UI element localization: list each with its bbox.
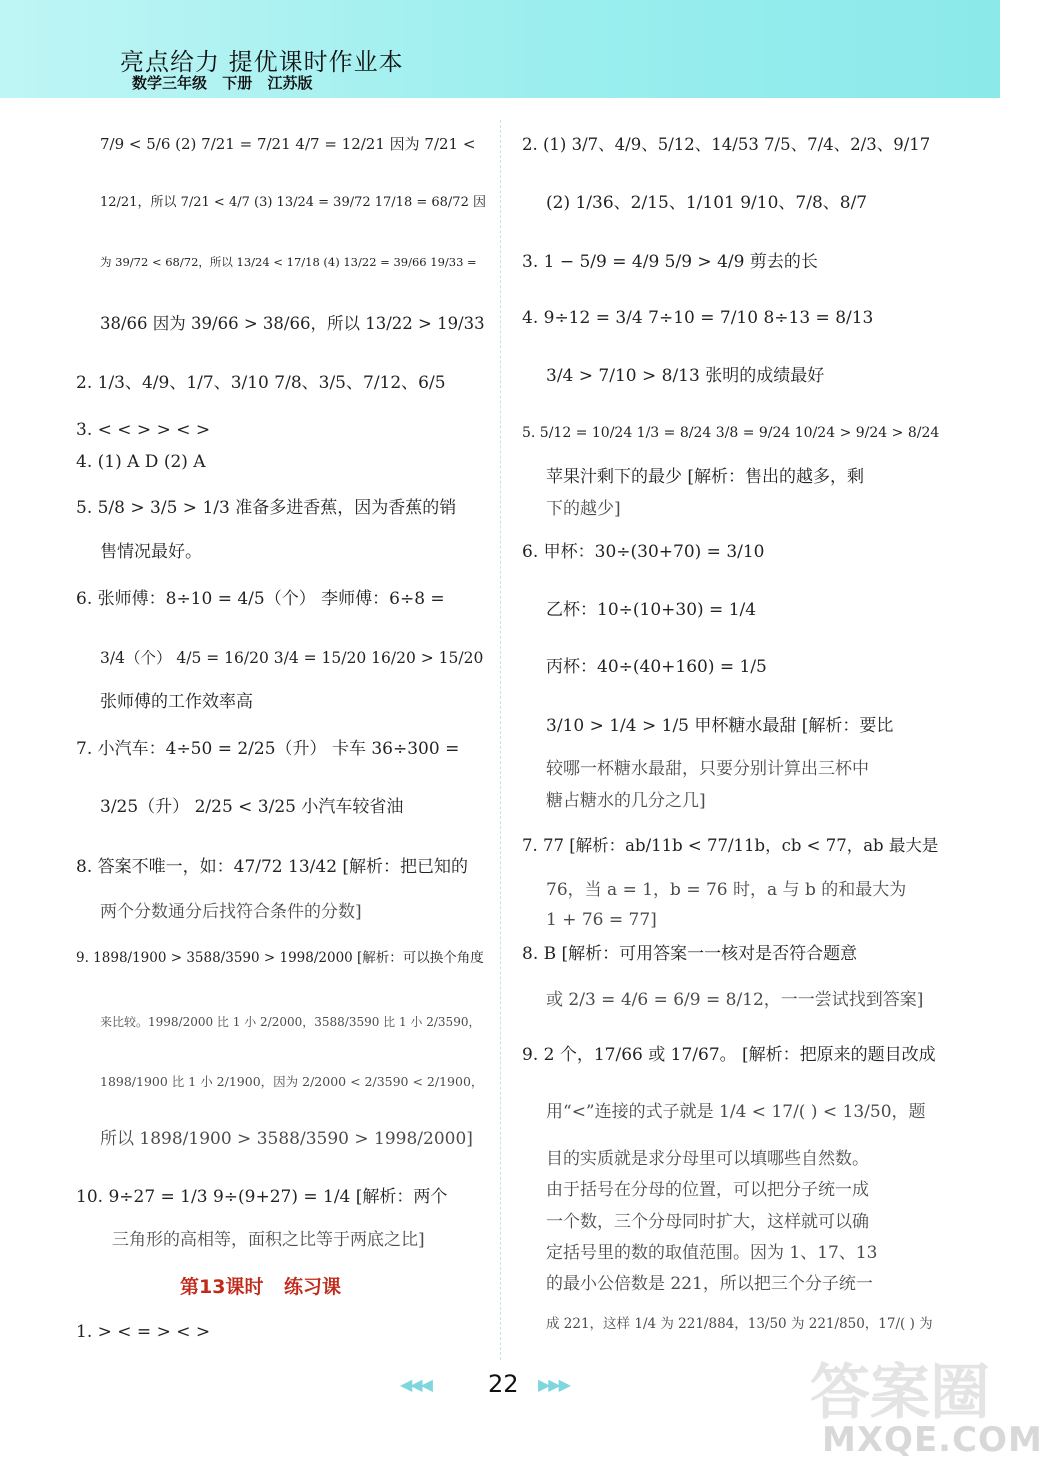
answer-line: (2) 1/36、2/15、1/101 9/10、7/8、8/7	[546, 193, 868, 213]
answer-line: 7. 小汽车：4÷50 = 2/25（升） 卡车 36÷300 =	[76, 739, 460, 759]
watermark-site: MXQE.COM	[822, 1420, 1043, 1460]
answer-line: 的最小公倍数是 221，所以把三个分子统一	[546, 1274, 873, 1294]
answer-line: 3/4（个） 4/5 = 16/20 3/4 = 15/20 16/20 > 15/20	[100, 649, 484, 667]
answer-line: 4. 9÷12 = 3/4 7÷10 = 7/10 8÷13 = 8/13	[522, 308, 874, 328]
answer-line: 38/66 因为 39/66 > 38/66，所以 13/22 > 19/33	[100, 314, 485, 333]
answer-line: 3/4 > 7/10 > 8/13 张明的成绩最好	[546, 366, 825, 386]
answer-line: 来比较。1998/2000 比 1 小 2/2000，3588/3590 比 1 小 2/3590，	[100, 1015, 481, 1029]
answer-line: 1. > < = > < >	[76, 1322, 211, 1342]
answer-line: 7/9 < 5/6 (2) 7/21 = 7/21 4/7 = 12/21 因为 7/21 <	[100, 135, 476, 153]
watermark-logo: 答案圈	[810, 1358, 990, 1428]
answer-line: 所以 1898/1900 > 3588/3590 > 1998/2000]	[100, 1129, 473, 1149]
answer-line: 三角形的高相等，面积之比等于两底之比]	[112, 1230, 425, 1250]
answer-line: 糖占糖水的几分之几]	[546, 791, 706, 811]
answer-line: 4. (1) A D (2) A	[76, 452, 206, 472]
answer-line: 8. 答案不唯一，如：47/72 13/42 [解析：把已知的	[76, 857, 469, 877]
answer-line: 丙杯：40÷(40+160) = 1/5	[546, 657, 767, 677]
answer-line: 或 2/3 = 4/6 = 6/9 = 8/12，一一尝试找到答案]	[546, 990, 924, 1010]
answer-line: 12/21，所以 7/21 < 4/7 (3) 13/24 = 39/72 17/18 = 68/72 因	[100, 195, 486, 210]
answer-line: 5. 5/12 = 10/24 1/3 = 8/24 3/8 = 9/24 10/24 > 9/24 > 8/24	[522, 425, 940, 441]
answer-line: 售情况最好。	[100, 542, 202, 562]
answer-line: 6. 甲杯：30÷(30+70) = 3/10	[522, 542, 765, 562]
answer-line: 乙杯：10÷(10+30) = 1/4	[546, 600, 757, 620]
answer-line: 1898/1900 比 1 小 2/1900，因为 2/2000 < 2/3590 < 2/1900，	[100, 1074, 484, 1089]
page-number: 22	[488, 1370, 519, 1398]
answer-line: 张师傅的工作效率高	[100, 692, 253, 712]
answer-line: 3. 1 − 5/9 = 4/9 5/9 > 4/9 剪去的长	[522, 252, 818, 272]
answer-line: 成 221，这样 1/4 为 221/884，13/50 为 221/850，17/( ) 为	[546, 1316, 933, 1332]
answer-line: 较哪一杯糖水最甜，只要分别计算出三杯中	[546, 759, 869, 779]
answer-line: 3. < < > > < >	[76, 420, 211, 440]
answer-line: 6. 张师傅：8÷10 = 4/5（个） 李师傅：6÷8 =	[76, 589, 445, 609]
answer-line: 10. 9÷27 = 1/3 9÷(9+27) = 1/4 [解析：两个	[76, 1187, 448, 1207]
page-footer	[400, 1370, 600, 1400]
answer-line: 76，当 a = 1，b = 76 时，a 与 b 的和最大为	[546, 880, 907, 900]
answer-line: 1 + 76 = 77]	[546, 910, 657, 930]
book-edition: 数学三年级 下册 江苏版	[132, 74, 313, 92]
answer-line: 3/25（升） 2/25 < 3/25 小汽车较省油	[100, 797, 404, 817]
book-series-title: 亮点给力 提优课时作业本	[120, 48, 404, 76]
answer-line: 两个分数通分后找符合条件的分数]	[100, 902, 362, 922]
page-header	[0, 0, 1000, 98]
answer-line: 9. 1898/1900 > 3588/3590 > 1998/2000 [解析：可以换个角度	[76, 950, 484, 966]
answer-line: 2. 1/3、4/9、1/7、3/10 7/8、3/5、7/12、6/5	[76, 373, 446, 393]
answer-line: 用“<”连接的式子就是 1/4 < 17/( ) < 13/50，题	[546, 1102, 926, 1122]
answer-line: 为 39/72 < 68/72，所以 13/24 < 17/18 (4) 13/22 = 39/66 19/33 =	[100, 255, 477, 269]
answer-line: 7. 77 [解析：ab/11b < 77/11b，cb < 77，ab 最大是	[522, 836, 939, 855]
next-arrows-icon: ▶▶▶	[538, 1375, 569, 1394]
answer-line: 8. B [解析：可用答案一一核对是否符合题意	[522, 944, 858, 964]
answer-line: 苹果汁剩下的最少 [解析：售出的越多，剩	[546, 467, 865, 487]
answer-line: 一个数，三个分母同时扩大，这样就可以确	[546, 1212, 869, 1232]
answer-line: 2. (1) 3/7、4/9、5/12、14/53 7/5、7/4、2/3、9/17	[522, 135, 931, 154]
section-title: 第13课时 练习课	[180, 1276, 342, 1298]
column-divider	[500, 120, 501, 1360]
answer-line: 5. 5/8 > 3/5 > 1/3 准备多进香蕉，因为香蕉的销	[76, 498, 457, 518]
answer-line: 定括号里的数的取值范围。因为 1、17、13	[546, 1243, 878, 1263]
answer-line: 下的越少]	[546, 499, 621, 519]
answer-line: 9. 2 个，17/66 或 17/67。 [解析：把原来的题目改成	[522, 1045, 936, 1065]
answer-line: 3/10 > 1/4 > 1/5 甲杯糖水最甜 [解析：要比	[546, 716, 894, 736]
answer-line: 由于括号在分母的位置，可以把分子统一成	[546, 1180, 869, 1200]
previous-arrows-icon: ◀◀◀	[400, 1375, 431, 1394]
answer-line: 目的实质就是求分母里可以填哪些自然数。	[546, 1149, 869, 1169]
